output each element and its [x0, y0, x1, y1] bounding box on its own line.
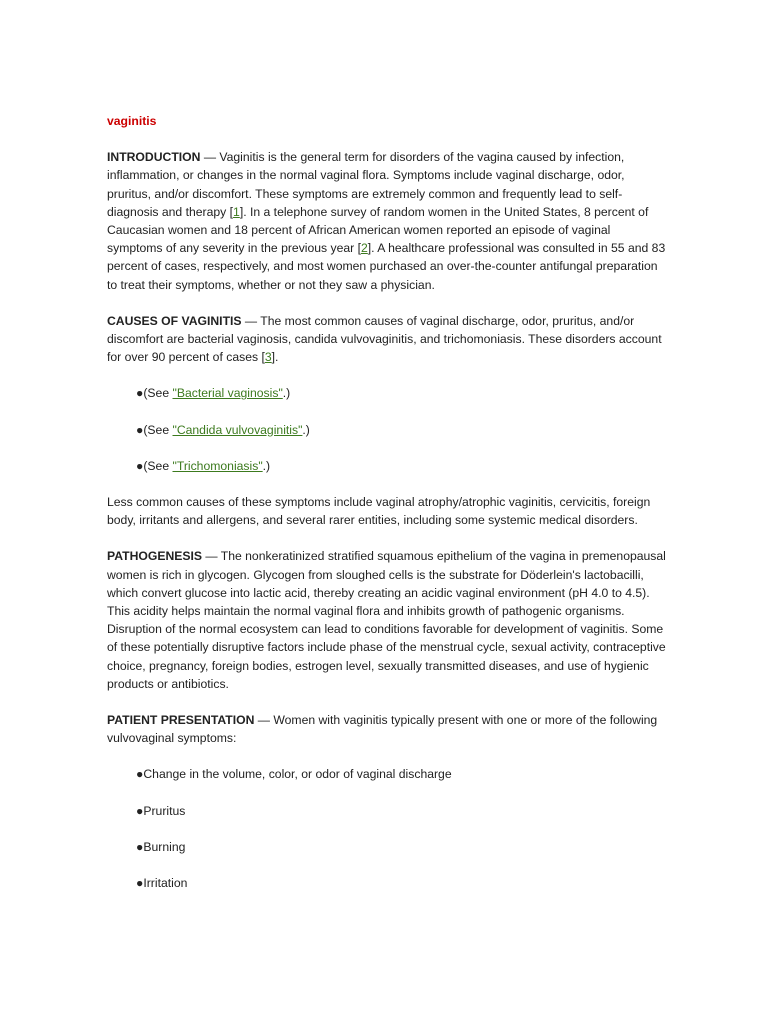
- link-bacterial-vaginosis[interactable]: "Bacterial vaginosis": [172, 386, 283, 401]
- see-prefix: ●(See: [136, 386, 173, 401]
- reference-link-1[interactable]: 1: [233, 204, 240, 219]
- introduction-heading: INTRODUCTION: [107, 150, 201, 165]
- reference-link-3[interactable]: 3: [264, 350, 272, 365]
- list-item: ●Change in the volume, color, or odor of vaginal discharge: [136, 767, 452, 782]
- less-common-paragraph: Less common causes of these symptoms include vaginal atrophy/atrophic vaginitis, cervicitis, foreign body, irritants and allergens, and several rarer entities, including some systemic medical disorders.: [107, 495, 651, 528]
- pathogenesis-paragraph: [107, 547, 667, 693]
- presentation-paragraph: [107, 711, 667, 747]
- pathogenesis-heading: PATHOGENESIS: [107, 549, 203, 564]
- pathogenesis-text: — The nonkeratinized stratified squamous epithelium of the vagina in premenopausal women is rich in glycogen. Glycogen from sloughed cells is the substrate for Döderlein's lactobacilli, which convert glucose into lactic acid, thereby creating an acidic vaginal environment (pH 4.0 to 4.5). This acidity helps maintain the normal vaginal flora and inhibits growth of pathogenic organisms. Disruption of the normal ecosystem can lead to conditions favorable for development of vaginitis. Some of these potentially disruptive factors include phase of the menstrual cycle, sexual activity, contraceptive choice, pregnancy, foreign bodies, estrogen level, sexually transmitted diseases, and use of hygienic products or antibiotics.: [107, 549, 666, 691]
- list-item: ●Irritation: [136, 876, 188, 891]
- see-suffix: .): [282, 386, 291, 401]
- document-title: vaginitis: [107, 114, 157, 128]
- reference-link-2[interactable]: 2: [361, 241, 368, 256]
- causes-text-2: ].: [271, 350, 279, 365]
- list-item: [136, 421, 667, 439]
- see-also-list: [107, 384, 667, 475]
- presentation-heading: PATIENT PRESENTATION: [107, 713, 255, 728]
- see-suffix: .): [302, 422, 310, 437]
- list-item: ●Pruritus: [136, 803, 186, 818]
- intro-text-2: ]. In a telephone survey of random women in the United States, 8 percent of Caucasian women and 18 percent of African American women reported an episode of vaginal symptoms of any severity in the previous year [: [107, 204, 649, 256]
- symptom-list: [107, 765, 667, 892]
- list-item: ●Burning: [136, 839, 186, 854]
- presentation-text: — Women with vaginitis typically present with one or more of the following vulvovaginal symptoms:: [107, 713, 658, 746]
- link-trichomoniasis[interactable]: "Trichomoniasis": [172, 458, 263, 473]
- see-prefix: ●(See: [136, 422, 173, 437]
- list-item: [136, 457, 667, 475]
- document-page: [107, 112, 667, 910]
- introduction-paragraph: [107, 148, 667, 294]
- causes-text-1: — The most common causes of vaginal discharge, odor, pruritus, and/or discomfort are bacterial vaginosis, candida vulvovaginitis, and trichomoniasis. These disorders account for over 90 percent of cases [: [107, 313, 662, 365]
- causes-paragraph: [107, 312, 667, 367]
- see-prefix: ●(See: [136, 458, 173, 473]
- causes-heading: CAUSES OF VAGINITIS: [107, 313, 242, 328]
- link-candida-vulvovaginitis[interactable]: "Candida vulvovaginitis": [172, 422, 303, 437]
- intro-text-3: ]. A healthcare professional was consulted in 55 and 83 percent of cases, respectively, and most women purchased an over-the-counter antifungal preparation to treat their symptoms, whether or not they saw a physician.: [107, 241, 666, 292]
- see-suffix: .): [262, 458, 271, 473]
- list-item: [136, 384, 667, 402]
- intro-text-1: — Vaginitis is the general term for disorders of the vagina caused by infection, inflammation, or changes in the normal vaginal flora. Symptoms include vaginal discharge, odor, pruritus, and/or discomfort. These symptoms are extremely common and frequently lead to self-diagnosis and therapy [: [107, 150, 625, 219]
